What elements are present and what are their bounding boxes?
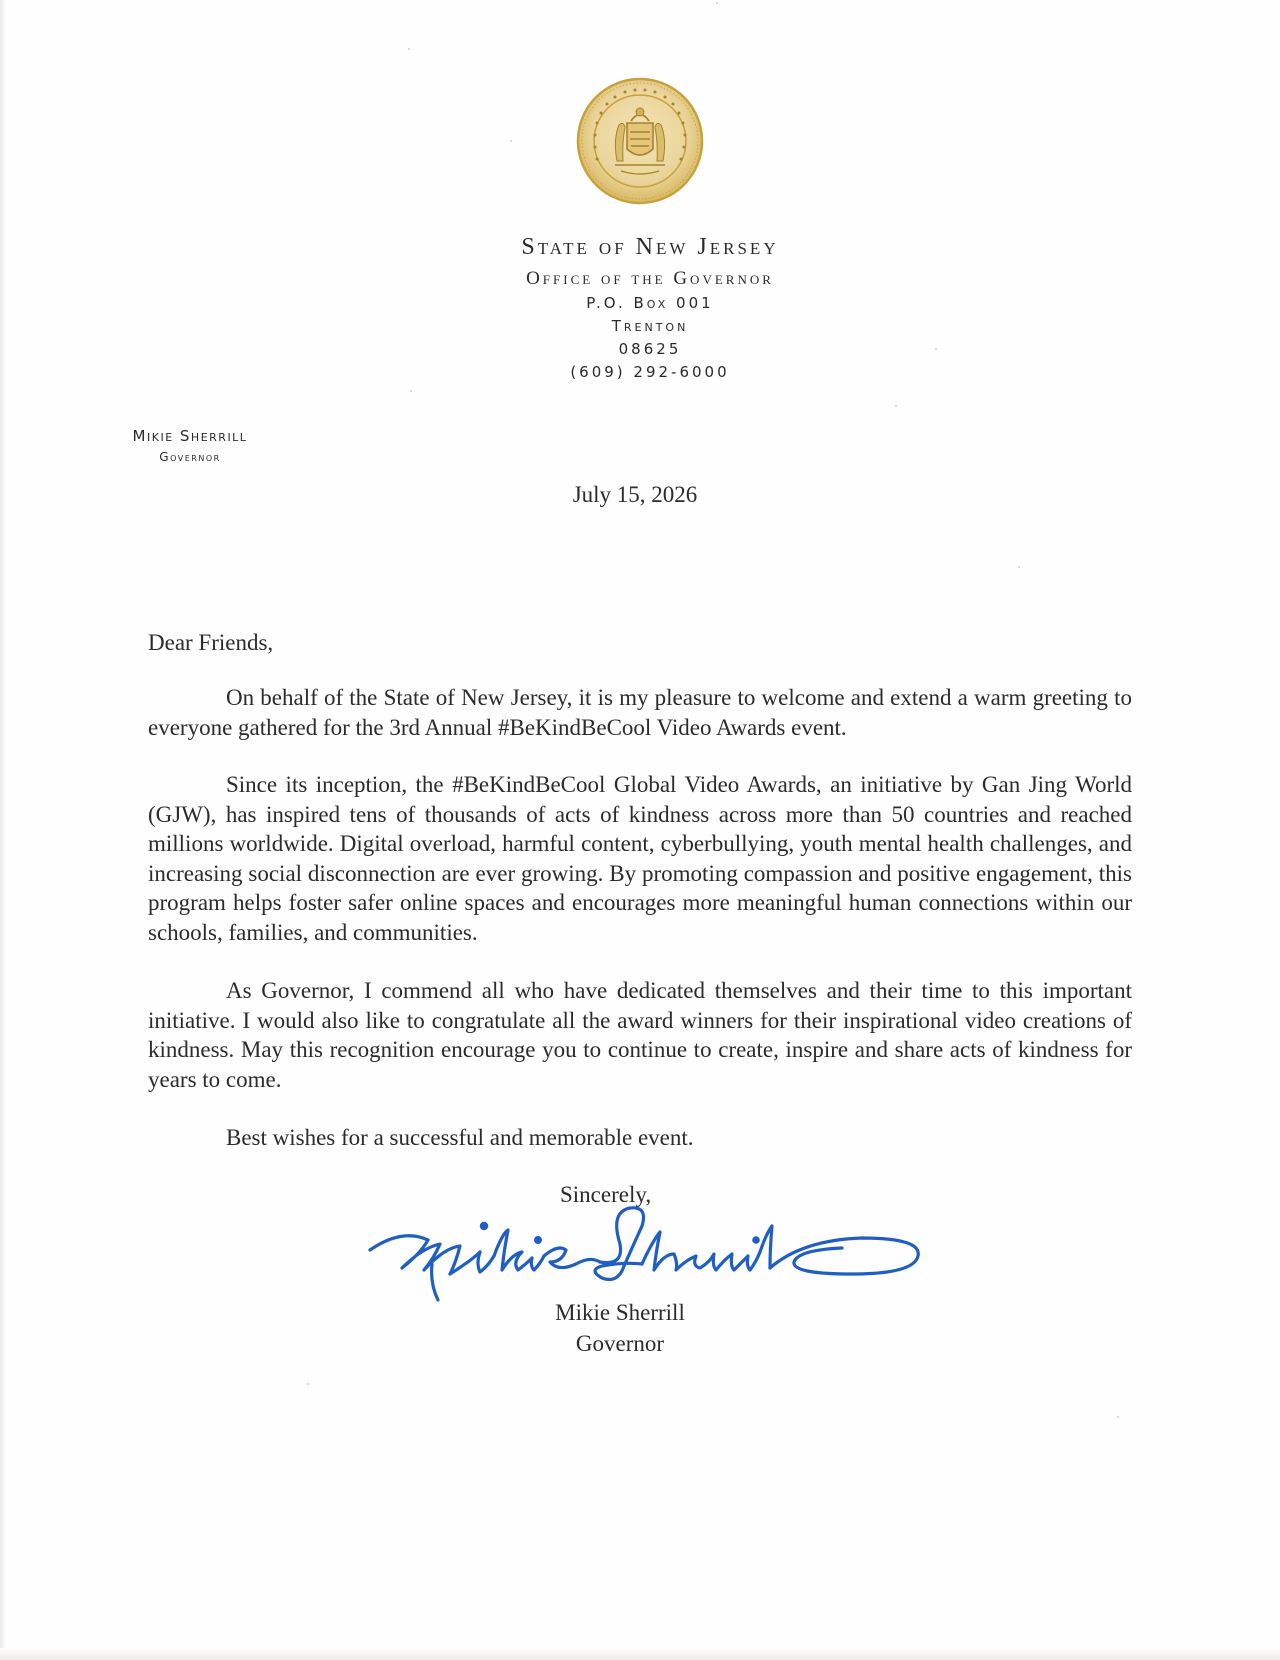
paragraph-2: Since its inception, the #BeKindBeCool Global Video Awards, an initiative by Gan Jing World (GJW), has inspired tens of thousands of acts of kindness across more than 50 countries and reached millions worldwide. Digital overload, harmful content, cyberbullying, youth mental health challenges, and increasing social disconnection are ever growing. By promoting compassion and positive engagement, this program helps foster safer online spaces and encourages more meaningful human connections within our schools, families, and communities. bbox=[148, 772, 1132, 945]
letterhead-po-box: P.O. Box 001 bbox=[586, 294, 714, 312]
page-edge-shadow bbox=[0, 0, 6, 1660]
paper-speck bbox=[510, 140, 512, 142]
signer-block bbox=[540, 1297, 700, 1359]
salutation: Dear Friends, bbox=[148, 630, 274, 655]
page-bottom-shadow bbox=[0, 1648, 1280, 1660]
letterhead-city: Trenton bbox=[611, 317, 689, 335]
paper-speck bbox=[935, 348, 937, 350]
letterhead-zip: 08625 bbox=[618, 340, 682, 358]
letterhead-phone: (609) 292-6000 bbox=[570, 363, 730, 381]
paper-speck bbox=[408, 48, 410, 50]
governor-header bbox=[100, 426, 280, 466]
letter-date: July 15, 2026 bbox=[572, 482, 698, 507]
paper-speck bbox=[307, 1383, 309, 1385]
paper-speck bbox=[1117, 1416, 1119, 1418]
signer-name: Mikie Sherrill bbox=[555, 1300, 685, 1325]
paragraph-1: On behalf of the State of New Jersey, it is my pleasure to welcome and extend a warm greeting to everyone gathered for the 3rd Annual #BeKindBeCool Video Awards event. bbox=[148, 685, 1132, 740]
signer-title: Governor bbox=[575, 1331, 665, 1356]
governor-header-name: Mikie Sherrill bbox=[132, 427, 248, 445]
letterhead-office: Office of the Governor bbox=[526, 268, 774, 289]
state-seal-icon bbox=[575, 75, 705, 207]
letterhead-state: State of New Jersey bbox=[521, 234, 779, 260]
paper-speck bbox=[895, 405, 897, 407]
valediction: Sincerely, bbox=[560, 1182, 652, 1207]
paper-speck bbox=[716, 2, 718, 4]
letterhead bbox=[420, 232, 880, 384]
closing-line: Best wishes for a successful and memorable event. bbox=[226, 1125, 694, 1150]
paper-speck bbox=[410, 390, 412, 392]
paper-speck bbox=[1018, 566, 1020, 568]
governor-header-title: Governor bbox=[159, 450, 221, 464]
paragraph-3: As Governor, I commend all who have dedicated themselves and their time to this important initiative. I would also like to congratulate all the award winners for their inspirational video creations of kindness. May this recognition encourage you to continue to create, inspire and share acts of kindness for years to come. bbox=[148, 978, 1132, 1092]
